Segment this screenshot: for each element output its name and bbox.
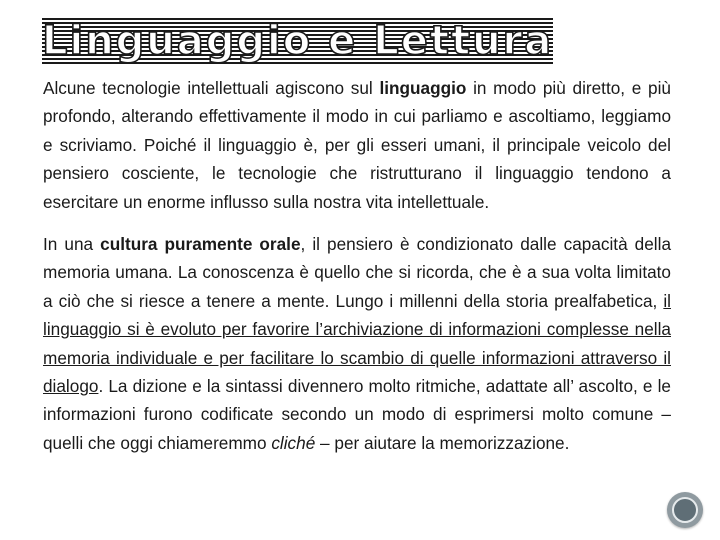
- circle-next-icon[interactable]: [667, 492, 703, 528]
- paragraph-1-text-b: in modo più diretto, e più profondo, alterando effettivamente il modo in cui parliamo e ascoltiamo, leggiamo e scriviamo. Poiché il linguaggio è, per gli esseri umani, il principale veicolo del pensiero cosciente, le tecnologie che ristrutturano il linguaggio tendono a esercitare un enorme influsso sulla nostra vita intellettuale.: [43, 78, 671, 212]
- italic-cliche: cliché: [271, 432, 316, 453]
- underlined-statement: il linguaggio si è evoluto per favorire l’archiviazione di informazioni complesse nella memoria individuale e per facilitare lo scambio di quelle informazioni attraverso il dialogo: [43, 290, 671, 397]
- paragraph-2-text-a: In una: [43, 234, 101, 255]
- paragraph-2-text-c: . La dizione e la sintassi divennero molto ritmiche, adattate all’ ascolto, e le informazioni furono codificate secondo un modo di esprimersi molto comune – quelli che oggi chiameremmo: [43, 376, 671, 453]
- circle-next-icon-inner: [672, 497, 698, 523]
- paragraph-2-text-b: , il pensiero è condizionato dalle capacità della memoria umana. La conoscenza è quello che si ricorda, che è a sua volta limitato a ciò che si riesce a tenere a mente. Lungo i millenni della storia prealfabetica,: [43, 234, 671, 311]
- paragraph-2: [43, 230, 671, 457]
- slide-body: [43, 74, 671, 471]
- paragraph-2-text-d: – per aiutare la memorizzazione.: [315, 432, 570, 453]
- keyword-linguaggio: linguaggio: [379, 78, 467, 98]
- paragraph-1: [43, 74, 671, 216]
- keyword-cultura-orale: cultura puramente orale: [100, 234, 301, 255]
- paragraph-1-text-a: Alcune tecnologie intellettuali agiscono sul: [43, 78, 380, 98]
- slide-title: Linguaggio e Lettura: [42, 18, 554, 64]
